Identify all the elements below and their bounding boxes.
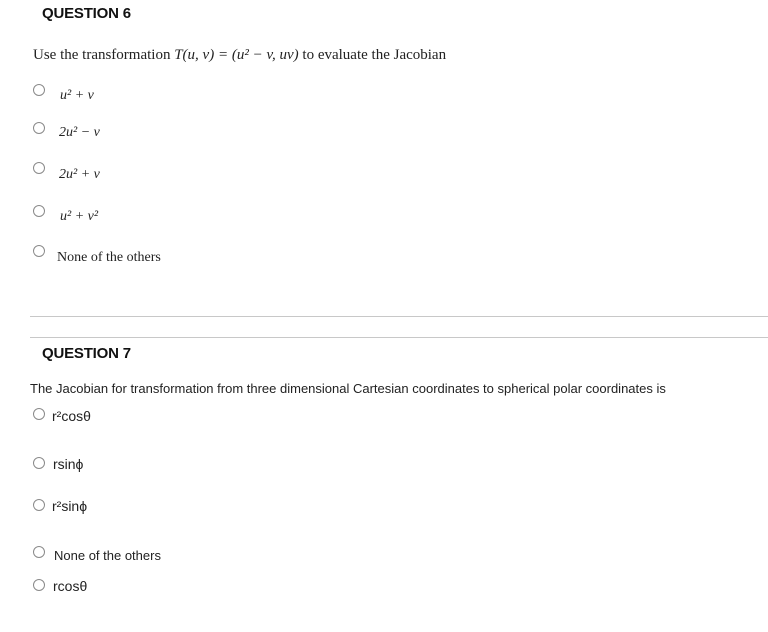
q6-option-2-radio[interactable]	[33, 122, 45, 134]
question-6-title: QUESTION 6	[42, 5, 131, 22]
q6-option-5-label: None of the others	[57, 250, 161, 265]
q6-option-2-text: 2u² − v	[59, 125, 100, 140]
question-7-title: QUESTION 7	[42, 345, 131, 362]
q6-option-1-radio[interactable]	[33, 84, 45, 96]
q7-option-2-radio[interactable]	[33, 457, 45, 469]
prompt-text-start: Use the transformation	[33, 47, 175, 63]
q7-option-3-radio[interactable]	[33, 499, 45, 511]
q6-option-1-label	[60, 88, 94, 104]
q7-option-3-label: r²sinϕ	[52, 498, 88, 514]
q7-option-4-radio[interactable]	[33, 546, 45, 558]
divider-top	[30, 316, 768, 317]
question-6-prompt	[33, 47, 446, 64]
q7-option-5-label: rcosθ	[53, 578, 88, 594]
question-7-prompt: The Jacobian for transformation from three dimensional Cartesian coordinates to spherical polar coordinates is	[30, 381, 666, 396]
q6-option-4-radio[interactable]	[33, 205, 45, 217]
q6-option-3-radio[interactable]	[33, 162, 45, 174]
q6-option-5-radio[interactable]	[33, 245, 45, 257]
q6-option-2-label	[59, 125, 100, 141]
q7-option-2-label: rsinϕ	[53, 456, 84, 472]
q7-option-5-radio[interactable]	[33, 579, 45, 591]
prompt-math: T(u, v) = (u² − v, uv)	[174, 47, 299, 63]
q6-option-1-text: u² + v	[60, 88, 94, 103]
divider-bottom	[30, 337, 768, 338]
q6-option-3-text: 2u² + v	[59, 167, 100, 182]
prompt-text-end: to evaluate the Jacobian	[298, 47, 447, 63]
q7-option-1-radio[interactable]	[33, 408, 45, 420]
q7-option-4-label: None of the others	[54, 548, 161, 563]
q7-option-1-label: r²cosθ	[52, 408, 91, 424]
q6-option-3-label	[59, 167, 100, 183]
q6-option-4-label	[60, 209, 98, 225]
q6-option-4-text: u² + v²	[60, 209, 99, 224]
